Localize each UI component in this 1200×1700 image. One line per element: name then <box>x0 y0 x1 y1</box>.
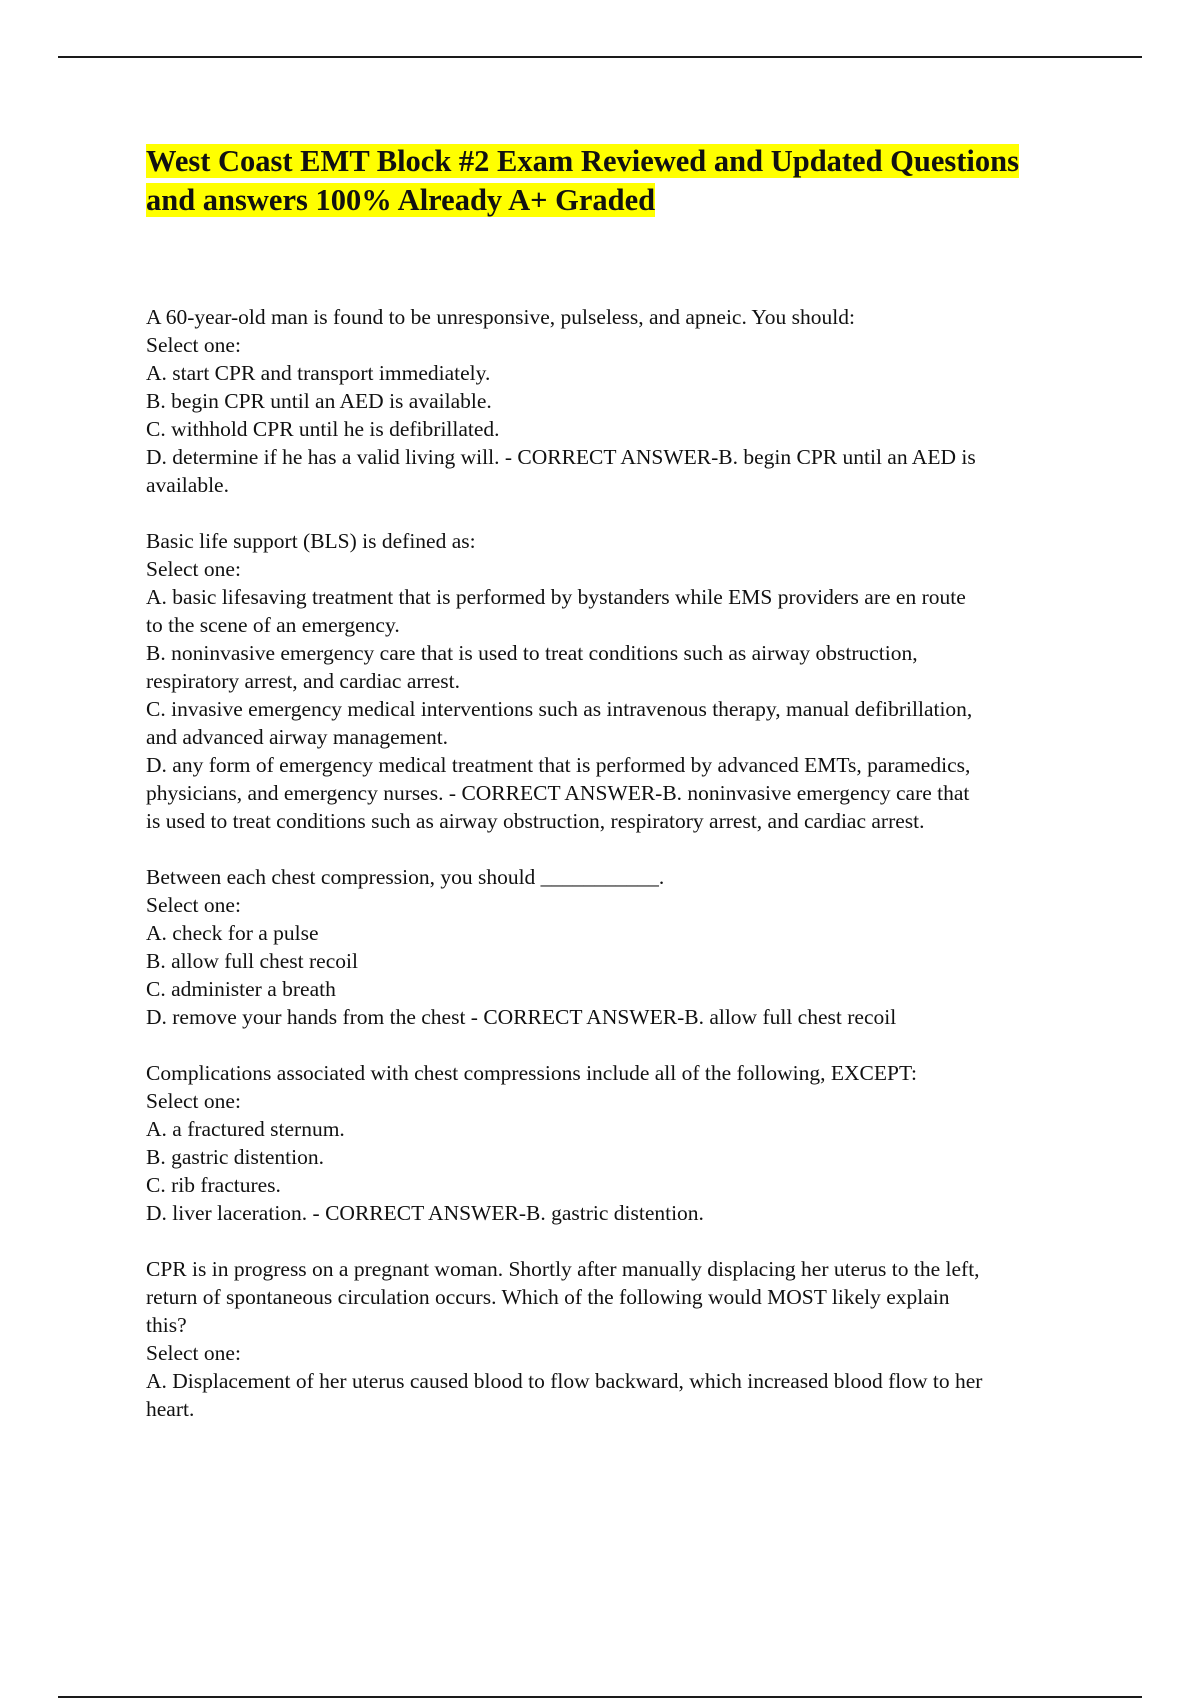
question-2-line-10: physicians, and emergency nurses. - CORRECT ANSWER-B. noninvasive emergency care that <box>146 781 970 805</box>
question-5-line-4: Select one: <box>146 1341 241 1365</box>
question-1-line-2: Select one: <box>146 333 241 357</box>
question-1 <box>146 303 1086 499</box>
question-1-line-4: B. begin CPR until an AED is available. <box>146 389 492 413</box>
question-2-line-6: respiratory arrest, and cardiac arrest. <box>146 669 460 693</box>
question-3-line-6: D. remove your hands from the chest - CORRECT ANSWER-B. allow full chest recoil <box>146 1005 897 1029</box>
question-2 <box>146 527 1086 835</box>
question-5-line-5: A. Displacement of her uterus caused blood to flow backward, which increased blood flow to her <box>146 1369 983 1393</box>
question-list <box>146 303 1086 1451</box>
question-2-line-1: Basic life support (BLS) is defined as: <box>146 529 476 553</box>
question-4-line-1: Complications associated with chest compressions include all of the following, EXCEPT: <box>146 1061 918 1085</box>
question-3-line-1: Between each chest compression, you should ___________. <box>146 865 665 889</box>
question-1-line-6: D. determine if he has a valid living will. - CORRECT ANSWER-B. begin CPR until an AED is <box>146 445 976 469</box>
question-5-line-3: this? <box>146 1313 187 1337</box>
title-line-1: West Coast EMT Block #2 Exam Reviewed and Updated Questions <box>146 144 1019 178</box>
question-2-line-2: Select one: <box>146 557 241 581</box>
question-2-line-4: to the scene of an emergency. <box>146 613 400 637</box>
question-3-line-5: C. administer a breath <box>146 977 336 1001</box>
question-4-line-2: Select one: <box>146 1089 241 1113</box>
question-1-line-3: A. start CPR and transport immediately. <box>146 361 491 385</box>
question-3 <box>146 863 1086 1031</box>
header-rule <box>58 56 1142 58</box>
question-5-line-2: return of spontaneous circulation occurs. Which of the following would MOST likely explain <box>146 1285 950 1309</box>
question-5 <box>146 1255 1086 1423</box>
question-4-line-6: D. liver laceration. - CORRECT ANSWER-B. gastric distention. <box>146 1201 704 1225</box>
question-5-line-6: heart. <box>146 1397 195 1421</box>
question-2-line-9: D. any form of emergency medical treatment that is performed by advanced EMTs, paramedics, <box>146 753 971 777</box>
question-4-line-3: A. a fractured sternum. <box>146 1117 345 1141</box>
question-2-line-3: A. basic lifesaving treatment that is performed by bystanders while EMS providers are en route <box>146 585 966 609</box>
question-4-line-5: C. rib fractures. <box>146 1173 281 1197</box>
question-3-line-2: Select one: <box>146 893 241 917</box>
question-3-line-3: A. check for a pulse <box>146 921 319 945</box>
question-1-line-7: available. <box>146 473 229 497</box>
question-1-line-1: A 60-year-old man is found to be unresponsive, pulseless, and apneic. You should: <box>146 305 855 329</box>
footer-rule <box>58 1696 1142 1698</box>
document-title <box>146 142 1086 220</box>
question-5-line-1: CPR is in progress on a pregnant woman. Shortly after manually displacing her uterus to the left, <box>146 1257 980 1281</box>
question-4-line-4: B. gastric distention. <box>146 1145 324 1169</box>
question-3-line-4: B. allow full chest recoil <box>146 949 358 973</box>
question-1-line-5: C. withhold CPR until he is defibrillated. <box>146 417 500 441</box>
question-4 <box>146 1059 1086 1227</box>
question-2-line-5: B. noninvasive emergency care that is used to treat conditions such as airway obstruction, <box>146 641 918 665</box>
question-2-line-11: is used to treat conditions such as airway obstruction, respiratory arrest, and cardiac arrest. <box>146 809 925 833</box>
question-2-line-8: and advanced airway management. <box>146 725 449 749</box>
title-line-2: and answers 100% Already A+ Graded <box>146 183 656 217</box>
question-2-line-7: C. invasive emergency medical interventions such as intravenous therapy, manual defibrillation, <box>146 697 973 721</box>
